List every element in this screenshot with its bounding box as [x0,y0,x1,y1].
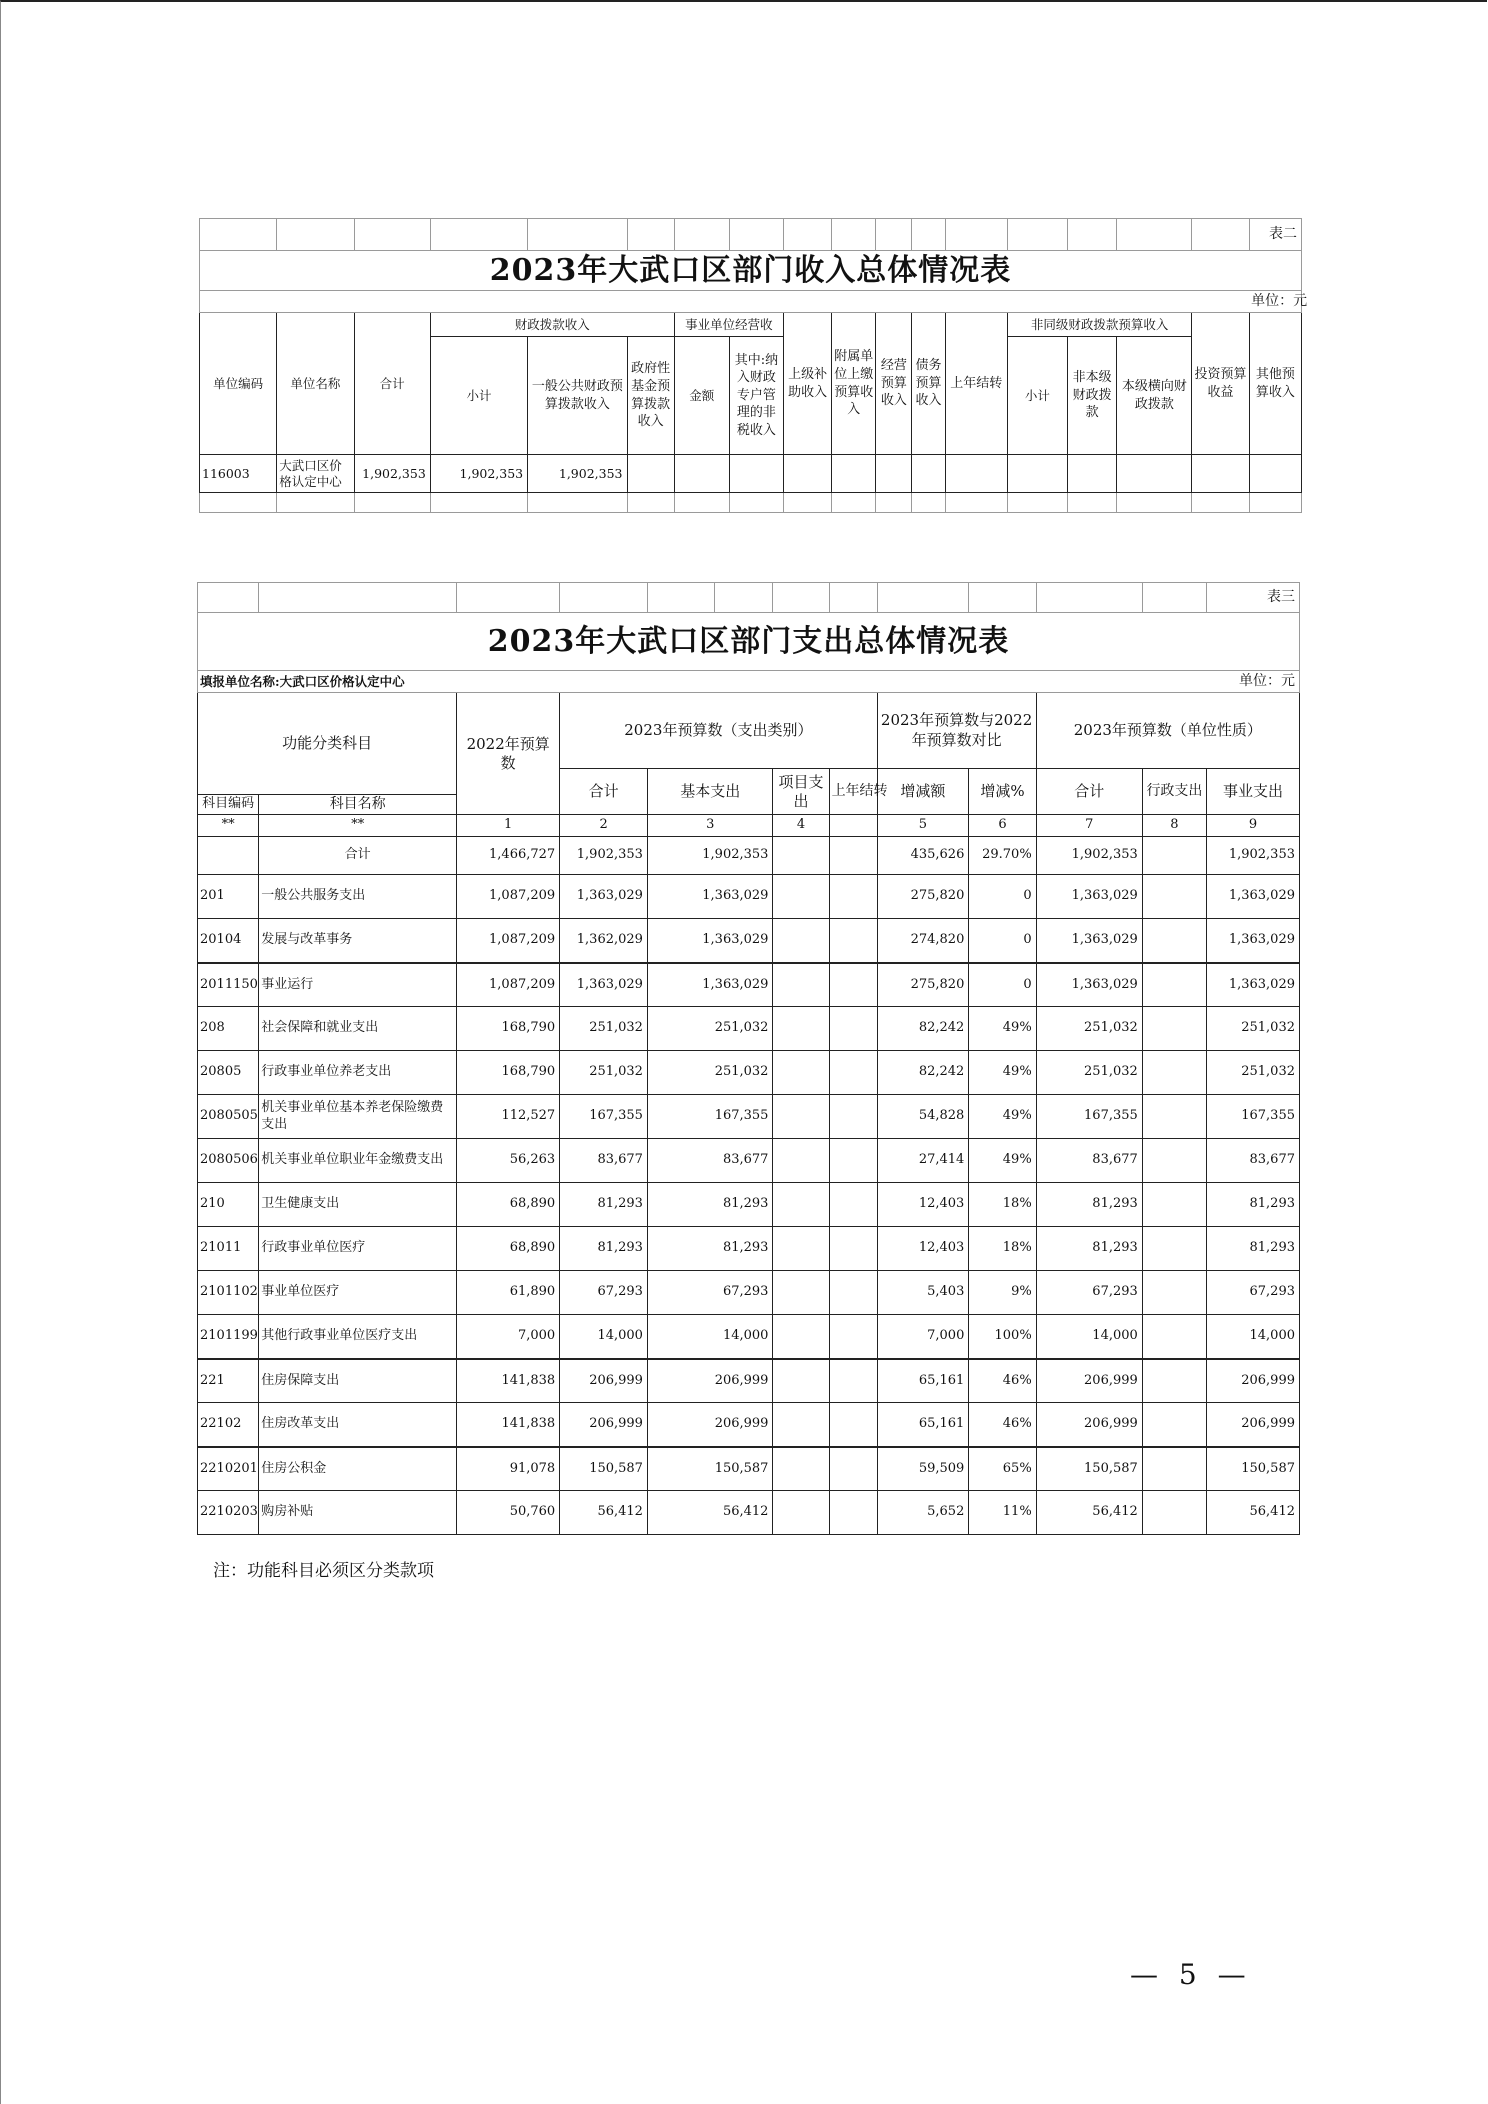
row-total2: 206,999 [1036,1403,1142,1447]
row-code: 221 [198,1359,259,1403]
row-name: 行政事业单位医疗 [259,1227,457,1271]
table-row [198,963,1300,1007]
h2-name: 科目名称 [259,795,457,815]
row-basic: 167,355 [647,1095,773,1139]
row-inc: 5,652 [877,1491,969,1535]
row-total2: 206,999 [1036,1359,1142,1403]
row-name: 住房公积金 [259,1447,457,1491]
row-total: 251,032 [560,1007,648,1051]
row-total2: 1,363,029 [1036,963,1142,1007]
idx-2: 1 [457,815,560,837]
row-total: 206,999 [560,1403,648,1447]
row-total: 67,293 [560,1271,648,1315]
idx-1: ** [259,815,457,837]
table2-unit: 单位：元 [1207,671,1300,693]
row-b2022: 112,527 [457,1095,560,1139]
h2-total2: 合计 [1036,769,1142,815]
row-code: 2210201 [198,1447,259,1491]
table1-unit: 单位：元 [1249,291,1301,313]
h-fiscal-group: 财政拨款收入 [430,313,674,337]
row-basic: 81,293 [647,1227,773,1271]
h2-budget-2022: 2022年预算数 [457,693,560,815]
h-unit-name: 单位名称 [277,313,354,455]
h-general-public: 一般公共财政预算拨款收入 [528,337,627,455]
row-basic: 56,412 [647,1491,773,1535]
row-inc: 12,403 [877,1227,969,1271]
table-row [198,919,1300,963]
row-name: 其他行政事业单位医疗支出 [259,1315,457,1359]
row-subtotal: 1,902,353 [430,455,527,493]
row-total: 56,412 [560,1491,648,1535]
row-total2: 14,000 [1036,1315,1142,1359]
page-number: — 5 — [1130,1958,1252,1991]
row-total2: 81,293 [1036,1227,1142,1271]
row-total2: 83,677 [1036,1139,1142,1183]
table1-row [200,455,1302,493]
row-name: 购房补贴 [259,1491,457,1535]
row-b2022: 141,838 [457,1403,560,1447]
table-row [198,1007,1300,1051]
row-inc: 59,509 [877,1447,969,1491]
row-business: 150,587 [1207,1447,1300,1491]
h2-increase-pct: 增减% [969,769,1036,815]
row-business: 81,293 [1207,1183,1300,1227]
h-investment: 投资预算收益 [1192,313,1249,455]
row-b2022: 68,890 [457,1227,560,1271]
row-code: 2101102 [198,1271,259,1315]
row-name: 大武口区价格认定中心 [277,455,354,493]
row-basic: 1,363,029 [647,875,773,919]
row-business: 56,412 [1207,1491,1300,1535]
h-of-which: 其中:纳入财政专户管理的非税收入 [729,337,783,455]
table-row [198,1271,1300,1315]
idx-9: 7 [1036,815,1142,837]
row-code: 20805 [198,1051,259,1095]
row-code: 116003 [200,455,277,493]
row-pct: 100% [969,1315,1036,1359]
row-business: 206,999 [1207,1359,1300,1403]
row-code: 20104 [198,919,259,963]
row-basic: 67,293 [647,1271,773,1315]
row-business: 1,363,029 [1207,963,1300,1007]
row-pct: 0 [969,919,1036,963]
row-business: 251,032 [1207,1051,1300,1095]
row-code: 2080506 [198,1139,259,1183]
row-total2: 251,032 [1036,1007,1142,1051]
total-row [198,837,1300,875]
row-code: 22102 [198,1403,259,1447]
table-row [198,1359,1300,1403]
row-basic: 14,000 [647,1315,773,1359]
row-inc: 274,820 [877,919,969,963]
row-inc: 82,242 [877,1051,969,1095]
h-operating: 经营预算收入 [876,313,912,455]
row-inc: 7,000 [877,1315,969,1359]
total-business: 1,902,353 [1207,837,1300,875]
row-inc: 275,820 [877,875,969,919]
row-inc: 65,161 [877,1403,969,1447]
table-row [198,1183,1300,1227]
row-pct: 18% [969,1183,1036,1227]
row-pct: 11% [969,1491,1036,1535]
row-b2022: 141,838 [457,1359,560,1403]
row-b2022: 168,790 [457,1051,560,1095]
table-row [198,1227,1300,1271]
row-code: 21011 [198,1227,259,1271]
row-pct: 46% [969,1403,1036,1447]
row-pct: 49% [969,1139,1036,1183]
row-total2: 56,412 [1036,1491,1142,1535]
total-inc: 435,626 [877,837,969,875]
table-row [198,1095,1300,1139]
row-basic: 206,999 [647,1403,773,1447]
row-business: 251,032 [1207,1007,1300,1051]
row-total2: 167,355 [1036,1095,1142,1139]
h-gov-fund: 政府性基金预算拨款收入 [627,337,674,455]
row-inc: 5,403 [877,1271,969,1315]
row-name: 卫生健康支出 [259,1183,457,1227]
row-code: 201 [198,875,259,919]
row-total: 83,677 [560,1139,648,1183]
table2-filler: 填报单位名称:大武口区价格认定中心 [198,671,648,693]
row-business: 81,293 [1207,1227,1300,1271]
idx-4: 3 [647,815,773,837]
row-pct: 0 [969,963,1036,1007]
total-total2: 1,902,353 [1036,837,1142,875]
row-b2022: 7,000 [457,1315,560,1359]
row-b2022: 1,087,209 [457,875,560,919]
h2-total: 合计 [560,769,648,815]
total-pct: 29.70% [969,837,1036,875]
h-nonlevel-group: 非同级财政拨款预算收入 [1007,313,1192,337]
row-total2: 67,293 [1036,1271,1142,1315]
row-inc: 65,161 [877,1359,969,1403]
total-total: 1,902,353 [560,837,648,875]
index-row [198,815,1300,837]
h2-project: 项目支出 [773,769,829,815]
row-basic: 81,293 [647,1183,773,1227]
row-total: 81,293 [560,1183,648,1227]
row-pct: 49% [969,1007,1036,1051]
row-b2022: 68,890 [457,1183,560,1227]
row-b2022: 1,087,209 [457,963,560,1007]
row-business: 14,000 [1207,1315,1300,1359]
h2-budget-2023-type: 2023年预算数（支出类别） [560,693,877,769]
idx-6 [829,815,877,837]
row-pct: 0 [969,875,1036,919]
table-row [198,1403,1300,1447]
row-pct: 46% [969,1359,1036,1403]
row-total: 1,362,029 [560,919,648,963]
idx-0: ** [198,815,259,837]
row-business: 67,293 [1207,1271,1300,1315]
row-name: 机关事业单位职业年金缴费支出 [259,1139,457,1183]
row-inc: 12,403 [877,1183,969,1227]
row-code: 2210203 [198,1491,259,1535]
h-unit-code: 单位编码 [200,313,277,455]
h2-increase: 增减额 [877,769,969,815]
row-code: 2101199 [198,1315,259,1359]
row-b2022: 61,890 [457,1271,560,1315]
table1-tag: 表二 [1249,219,1301,251]
row-total: 206,999 [560,1359,648,1403]
row-total: 14,000 [560,1315,648,1359]
row-pct: 18% [969,1227,1036,1271]
h2-carryover: 上年结转 [829,769,877,815]
row-total2: 1,363,029 [1036,919,1142,963]
row-b2022: 168,790 [457,1007,560,1051]
row-inc: 54,828 [877,1095,969,1139]
row-inc: 27,414 [877,1139,969,1183]
idx-10: 8 [1142,815,1206,837]
table-row [198,875,1300,919]
idx-5: 4 [773,815,829,837]
h-subsidiary: 附属单位上缴预算收入 [832,313,876,455]
row-business: 1,363,029 [1207,875,1300,919]
table2-note: 注：功能科目必须区分类款项 [213,1561,434,1581]
h2-func-category: 功能分类科目 [198,693,457,795]
row-basic: 1,363,029 [647,919,773,963]
h-fiscal-subtotal: 小计 [430,337,527,455]
idx-3: 2 [560,815,648,837]
table2-tag: 表三 [1207,583,1300,613]
income-table [199,218,1308,513]
h-non-level-fiscal: 非本级财政拨款 [1068,337,1117,455]
row-business: 206,999 [1207,1403,1300,1447]
h-other: 其他预算收入 [1249,313,1301,455]
row-name: 机关事业单位基本养老保险缴费支出 [259,1095,457,1139]
h-total: 合计 [354,313,430,455]
table-row [198,1491,1300,1535]
row-business: 167,355 [1207,1095,1300,1139]
table-row [198,1051,1300,1095]
row-inc: 275,820 [877,963,969,1007]
row-name: 社会保障和就业支出 [259,1007,457,1051]
h-same-level: 本级横向财政拨款 [1117,337,1192,455]
h-superior-subsidy: 上级补助收入 [784,313,832,455]
row-business: 1,363,029 [1207,919,1300,963]
row-total: 150,587 [560,1447,648,1491]
row-pct: 9% [969,1271,1036,1315]
h2-basic: 基本支出 [647,769,773,815]
table-row [198,1447,1300,1491]
expenditure-table [197,582,1300,1535]
idx-7: 5 [877,815,969,837]
row-total: 251,032 [560,1051,648,1095]
row-name: 发展与改革事务 [259,919,457,963]
row-total2: 1,363,029 [1036,875,1142,919]
h2-budget-2023-nature: 2023年预算数（单位性质） [1036,693,1299,769]
row-code: 210 [198,1183,259,1227]
row-total: 1,363,029 [560,963,648,1007]
row-total: 1,363,029 [560,875,648,919]
table1-title: 2023年大武口区部门收入总体情况表 [200,251,1302,291]
row-basic: 251,032 [647,1051,773,1095]
total-label: 合计 [259,837,457,875]
row-total2: 251,032 [1036,1051,1142,1095]
row-total2: 81,293 [1036,1183,1142,1227]
expenditure-rows [198,875,1300,1535]
row-name: 事业运行 [259,963,457,1007]
row-total2: 150,587 [1036,1447,1142,1491]
row-b2022: 56,263 [457,1139,560,1183]
row-name: 事业单位医疗 [259,1271,457,1315]
h2-compare: 2023年预算数与2022年预算数对比 [877,693,1036,769]
row-code: 2011150 [198,963,259,1007]
row-b2022: 50,760 [457,1491,560,1535]
row-pct: 65% [969,1447,1036,1491]
row-name: 住房保障支出 [259,1359,457,1403]
h2-code: 科目编码 [198,795,259,815]
table-row [198,1139,1300,1183]
row-pct: 49% [969,1051,1036,1095]
row-name: 住房改革支出 [259,1403,457,1447]
h-carryover: 上年结转 [945,313,1007,455]
h-business-group: 事业单位经营收 [674,313,783,337]
row-code: 208 [198,1007,259,1051]
h2-business: 事业支出 [1207,769,1300,815]
row-basic: 83,677 [647,1139,773,1183]
table-row [198,1315,1300,1359]
h2-admin: 行政支出 [1142,769,1206,815]
row-b2022: 1,087,209 [457,919,560,963]
row-inc: 82,242 [877,1007,969,1051]
row-general: 1,902,353 [528,455,627,493]
row-basic: 1,363,029 [647,963,773,1007]
total-basic: 1,902,353 [647,837,773,875]
row-name: 一般公共服务支出 [259,875,457,919]
idx-11: 9 [1207,815,1300,837]
row-total: 81,293 [560,1227,648,1271]
h-nonlevel-subtotal: 小计 [1007,337,1067,455]
h-amount: 金额 [674,337,729,455]
row-pct: 49% [969,1095,1036,1139]
row-b2022: 91,078 [457,1447,560,1491]
table2-title: 2023年大武口区部门支出总体情况表 [198,613,1300,671]
row-basic: 206,999 [647,1359,773,1403]
row-total: 1,902,353 [354,455,430,493]
row-name: 行政事业单位养老支出 [259,1051,457,1095]
row-business: 83,677 [1207,1139,1300,1183]
idx-8: 6 [969,815,1036,837]
row-total: 167,355 [560,1095,648,1139]
h-debt: 债务预算收入 [912,313,945,455]
row-code: 2080505 [198,1095,259,1139]
row-basic: 251,032 [647,1007,773,1051]
total-b2022: 1,466,727 [457,837,560,875]
row-basic: 150,587 [647,1447,773,1491]
